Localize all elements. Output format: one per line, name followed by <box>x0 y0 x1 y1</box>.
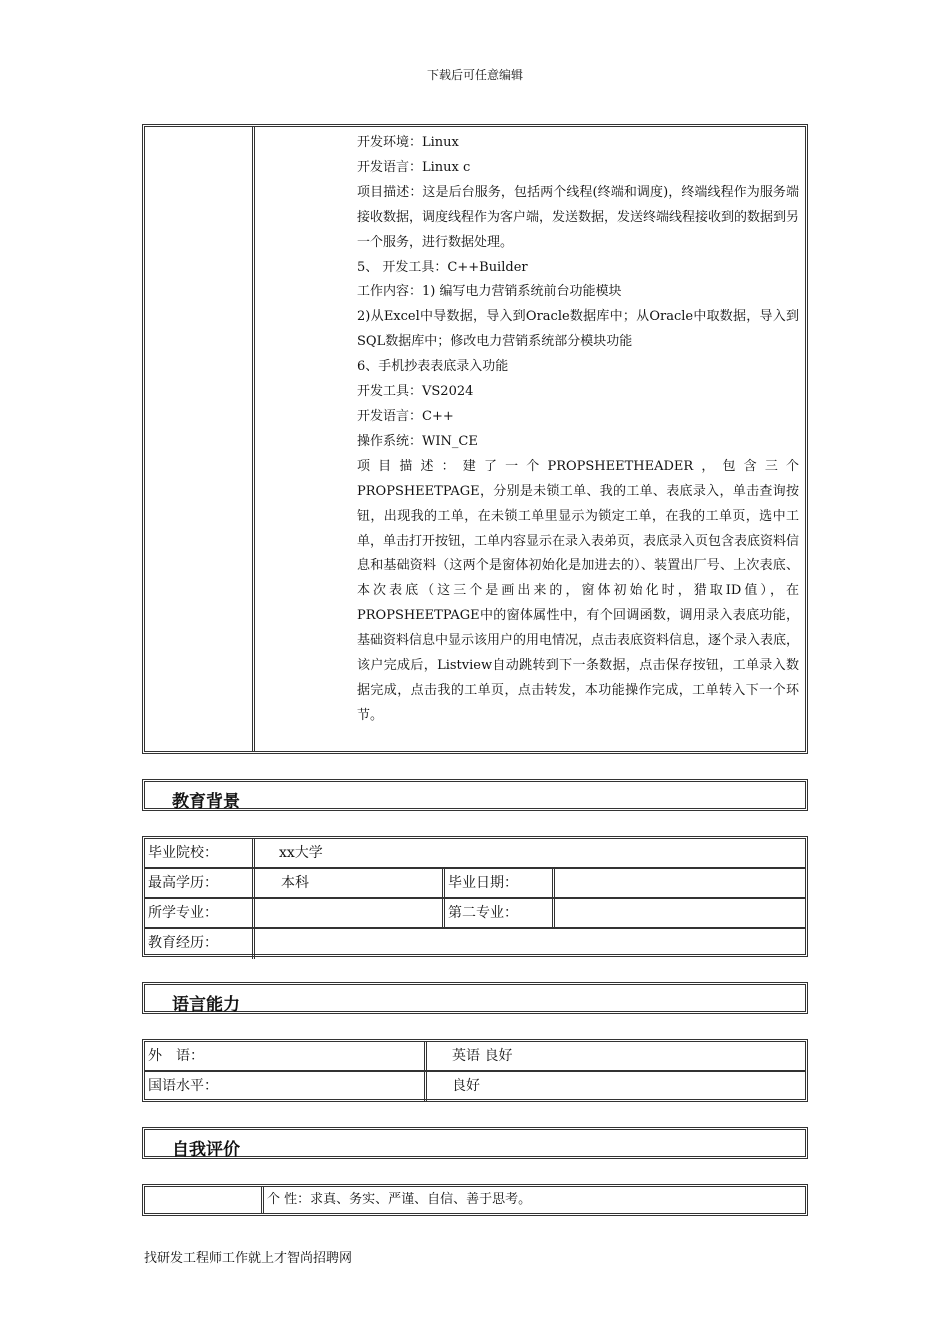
self-eval-section-header <box>142 1127 808 1159</box>
grad-date-value <box>552 869 805 897</box>
project-body <box>357 131 799 729</box>
education-row-degree <box>145 869 805 899</box>
project-line: 项目描述：这是后台服务，包括两个线程(终端和调度)，终端线程作为服务端接收数据，调度线程作为客户端，发送数据，发送终端线程接收到的数据到另一个服务，进行数据处理。 <box>357 184 800 250</box>
school-value: xx大学 <box>252 839 808 867</box>
school-label: 毕业院校： <box>148 845 218 861</box>
degree-label: 最高学历： <box>148 875 218 891</box>
language-row-mandarin <box>145 1072 805 1102</box>
project-line: 操作系统：WIN_CE <box>357 433 478 449</box>
project-line: 工作内容：1) 编写电力营销系统前台功能模块 <box>357 284 622 300</box>
degree-value: 本科 <box>252 869 442 897</box>
history-label: 教育经历： <box>148 935 218 951</box>
major-label: 所学专业： <box>148 905 218 921</box>
project-line: 开发工具：VS2024 <box>357 384 474 400</box>
major-value <box>252 899 442 927</box>
mandarin-label: 国语水平： <box>148 1078 218 1094</box>
project-table <box>142 124 808 754</box>
project-line: 5、 开发工具：C++Builder <box>357 259 528 275</box>
history-value <box>252 929 805 959</box>
project-line: 项目描述：建了一个PROPSHEETHEADER，包含三个PROPSHEETPAGE，分别是未锁工单、我的工单、表底录入，单击查询按钮，出现我的工单，在未锁工单里显示为锁定工单，在我的工单页，选中工单，单击打开按钮，工单内容显示在录入表弟页，表底录入页包含表底资料信息和基础资料（这两个是窗体初始化是加进去的）、装置出厂号、上次表底、本次表底（这三个是画出来的，窗体初始化时，猎取ID值），在PROPSHEETPAGE中的窗体属性中，有个回调函数，调用录入表底功能，基础资料信息中显示该用户的用电情况，点击表底资料信息，逐个录入表底，该户完成后，Listview自动跳转到下一条数据，点击保存按钮，工单录入数据完成，点击我的工单页，点击转发，本功能操作完成，工单转入下一个环节。 <box>357 458 800 723</box>
project-line: 开发语言：C++ <box>357 408 454 424</box>
self-eval-title: 自我评价 <box>172 1140 240 1160</box>
project-line: 6、手机抄表表底录入功能 <box>357 359 509 375</box>
project-line: 开发环境：Linux <box>357 135 459 150</box>
mandarin-value: 良好 <box>424 1072 804 1102</box>
language-title: 语言能力 <box>172 995 240 1015</box>
foreign-label: 外 语： <box>148 1048 204 1064</box>
grad-date-label: 毕业日期： <box>442 869 552 897</box>
project-line: 开发语言：Linux c <box>357 159 471 175</box>
project-divider <box>252 127 255 751</box>
language-table <box>142 1039 808 1102</box>
self-eval-row <box>145 1187 805 1213</box>
education-row-school <box>145 839 805 869</box>
second-major-value <box>552 899 805 927</box>
education-table <box>142 836 808 957</box>
self-eval-text: 个 性：求真、务实、严谨、自信、善于思考。 <box>261 1187 801 1213</box>
second-major-label: 第二专业： <box>442 899 552 927</box>
footer-note: 找研发工程师工作就上才智尚招聘网 <box>144 1251 353 1266</box>
project-line: 2)从Excel中导数据，导入到Oracle数据库中；从Oracle中取数据，导入到SQL数据库中；修改电力营销系统部分模块功能 <box>357 309 799 350</box>
language-section-header <box>142 982 808 1014</box>
education-title: 教育背景 <box>172 792 240 812</box>
education-row-major <box>145 899 805 929</box>
foreign-value: 英语 良好 <box>424 1042 804 1070</box>
education-section-header <box>142 779 808 811</box>
language-row-foreign <box>145 1042 805 1072</box>
header-note: 下载后可任意编辑 <box>426 68 523 82</box>
self-eval-table <box>142 1184 808 1216</box>
education-row-history <box>145 929 805 959</box>
